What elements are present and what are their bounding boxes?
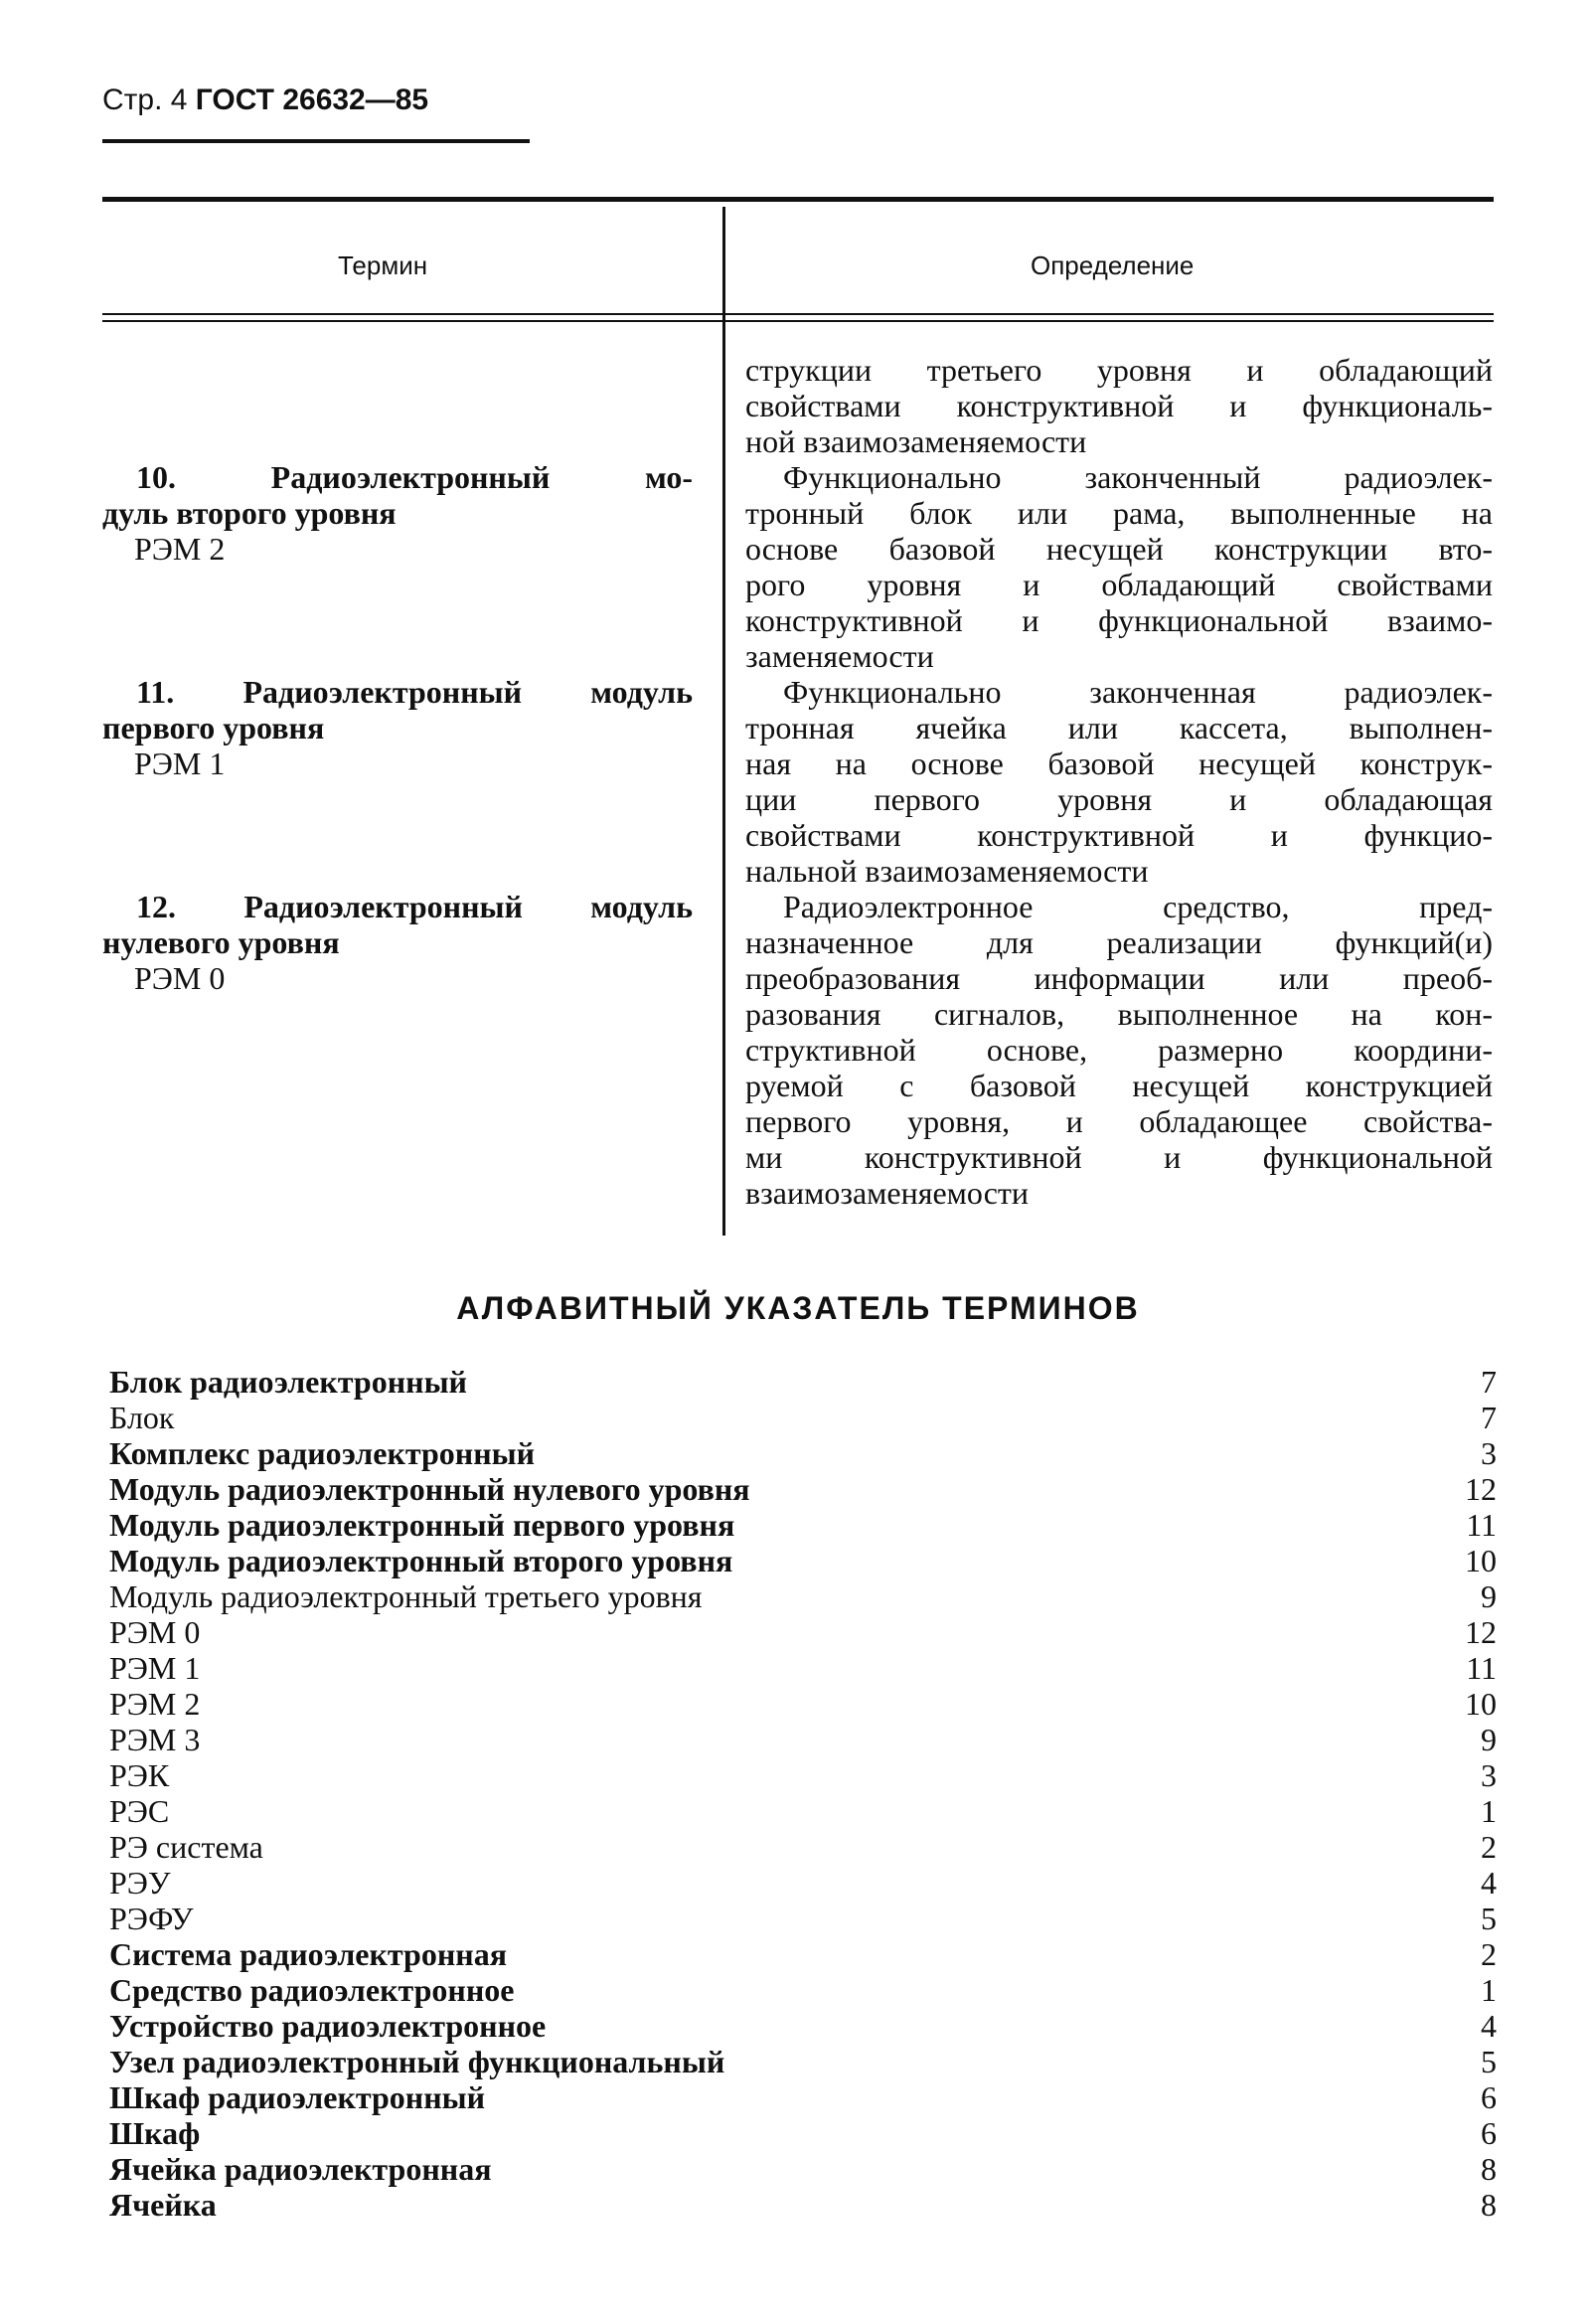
index-term: Устройство радиоэлектронное [109,2008,547,2044]
index-term: РЭФУ [109,1901,194,1936]
index-entry [109,2044,1497,2079]
definition-line: свойствами конструктивной и функциональ- [745,388,1493,423]
term-line: первого уровня [102,710,325,746]
index-term-number: 4 [1481,1865,1497,1901]
term-abbreviation: РЭМ 0 [134,960,226,996]
index-term-number: 2 [1481,1936,1497,1972]
definition-line: заменяемости [745,638,934,674]
definition-line: руемой с базовой несущей конструкцией [745,1068,1493,1103]
index-entry [109,2187,1497,2223]
column-header-term: Термин [338,250,428,280]
index-term: Ячейка радиоэлектронная [109,2151,492,2187]
definition-11 [745,674,1493,889]
index-term: РЭМ 2 [109,1686,201,1722]
index-term-number: 5 [1481,2044,1497,2079]
index-term-number: 3 [1481,1435,1497,1471]
term-10 [102,459,693,567]
index-entry [109,1829,1497,1865]
index-entry [109,1400,1497,1435]
index-entry [109,1507,1497,1543]
definition-line: Функционально законченный радиоэлек- [783,459,1493,495]
column-header-definition: Определение [1031,250,1195,280]
definition-line: нальной взаимозаменяемости [745,853,1149,889]
definition-12 [745,889,1493,1211]
index-term-number: 11 [1466,1650,1497,1686]
index-term: Модуль радиоэлектронный третьего уровня [109,1578,703,1614]
index-term-number: 1 [1481,1793,1497,1829]
index-entry [109,1435,1497,1471]
index-term: Ячейка [109,2187,217,2223]
index-term-number: 7 [1481,1364,1497,1400]
definition-10 [745,459,1493,674]
index-term: Система радиоэлектронная [109,1936,507,1972]
definition-line: ции первого уровня и обладающая [745,781,1493,817]
definition-line: конструктивной и функциональной взаимо- [745,602,1493,638]
index-term: РЭМ 1 [109,1650,201,1686]
definition-line: взаимозаменяемости [745,1175,1030,1211]
standard-number: ГОСТ 26632—85 [195,83,429,116]
index-term-number: 12 [1465,1471,1497,1507]
term-abbreviation: РЭМ 2 [134,531,226,567]
column-divider [722,207,725,1236]
index-entry [109,1686,1497,1722]
term-line: 12. Радиоэлектронный модуль [136,889,693,924]
index-term: Модуль радиоэлектронный нулевого уровня [109,1471,750,1507]
term-11 [102,674,693,781]
index-term-number: 10 [1465,1686,1497,1722]
index-term: РЭМ 3 [109,1722,201,1757]
index-term: РЭ система [109,1829,263,1865]
index-entry [109,1614,1497,1650]
index-term-number: 11 [1466,1507,1497,1543]
term-12 [102,889,693,996]
definition-line: Функционально законченная радиоэлек- [783,674,1493,710]
index-entry [109,1865,1497,1901]
index-term: Блок [109,1400,175,1435]
term-abbreviation: РЭМ 1 [134,746,226,781]
index-term: РЭС [109,1793,170,1829]
index-term: РЭУ [109,1865,171,1901]
index-entry [109,1578,1497,1614]
definition-line: струкции третьего уровня и обладающий [745,352,1493,388]
index-entry [109,1543,1497,1578]
index-entry [109,1901,1497,1936]
table-header-rule [102,320,1494,322]
index-entry [109,1793,1497,1829]
index-term-number: 8 [1481,2187,1497,2223]
index-term-number: 1 [1481,1972,1497,2008]
definition-line: ной взаимозаменяемости [745,423,1087,459]
index-term-number: 5 [1481,1901,1497,1936]
index-term-number: 8 [1481,2151,1497,2187]
index-term-number: 7 [1481,1400,1497,1435]
definition-line: первого уровня, и обладающее свойства- [745,1103,1493,1139]
index-term: Средство радиоэлектронное [109,1972,515,2008]
index-entry [109,1972,1497,2008]
index-term-number: 12 [1465,1614,1497,1650]
index-term-number: 4 [1481,2008,1497,2044]
index-entry [109,1722,1497,1757]
index-term: Модуль радиоэлектронный второго уровня [109,1543,733,1578]
term-line: дуль второго уровня [102,495,397,531]
definition-line: ми конструктивной и функциональной [745,1139,1493,1175]
definition-line: назначенное для реализации функций(и) [745,924,1493,960]
table-top-rule [102,197,1494,202]
index-term-number: 6 [1481,2079,1497,2115]
index-term-number: 2 [1481,1829,1497,1865]
definition-continuation [745,352,1493,459]
page-header [102,83,428,117]
definition-line: рого уровня и обладающий свойствами [745,567,1493,602]
definition-line: Радиоэлектронное средство, пред- [783,889,1493,924]
term-line: 10. Радиоэлектронный мо- [136,459,693,495]
index-term-number: 9 [1481,1578,1497,1614]
index-term-number: 10 [1465,1543,1497,1578]
index-entry [109,2008,1497,2044]
index-entry [109,1471,1497,1507]
definition-line: разования сигналов, выполненное на кон- [745,996,1493,1032]
definition-line: структивной основе, размерно координи- [745,1032,1493,1068]
index-term: РЭК [109,1757,170,1793]
table-header-rule [102,313,1494,315]
index-entry [109,1364,1497,1400]
definition-line: тронная ячейка или кассета, выполнен- [745,710,1493,746]
definition-line: тронный блок или рама, выполненные на [745,495,1493,531]
index-term: Комплекс радиоэлектронный [109,1435,536,1471]
index-term-number: 3 [1481,1757,1497,1793]
definition-line: преобразования информации или преоб- [745,960,1493,996]
index-term-number: 9 [1481,1722,1497,1757]
index-term: Шкаф радиоэлектронный [109,2079,486,2115]
index-entry [109,1757,1497,1793]
index-list [109,1364,1497,2223]
term-line: 11. Радиоэлектронный модуль [136,674,693,710]
index-entry [109,1650,1497,1686]
index-entry [109,2079,1497,2115]
index-term: РЭМ 0 [109,1614,201,1650]
index-entry [109,1936,1497,1972]
header-rule [102,139,530,143]
index-term-number: 6 [1481,2115,1497,2151]
term-line: нулевого уровня [102,924,340,960]
index-term: Модуль радиоэлектронный первого уровня [109,1507,735,1543]
index-entry [109,2115,1497,2151]
index-term: Шкаф [109,2115,201,2151]
page-number: Стр. 4 [102,83,188,116]
index-entry [109,2151,1497,2187]
definition-line: ная на основе базовой несущей конструк- [745,746,1493,781]
definition-line: основе базовой несущей конструкции вто- [745,531,1493,567]
index-term: Блок радиоэлектронный [109,1364,467,1400]
definition-line: свойствами конструктивной и функцио- [745,817,1493,853]
index-title: АЛФАВИТНЫЙ УКАЗАТЕЛЬ ТЕРМИНОВ [456,1290,1140,1326]
index-term: Узел радиоэлектронный функциональный [109,2044,725,2079]
